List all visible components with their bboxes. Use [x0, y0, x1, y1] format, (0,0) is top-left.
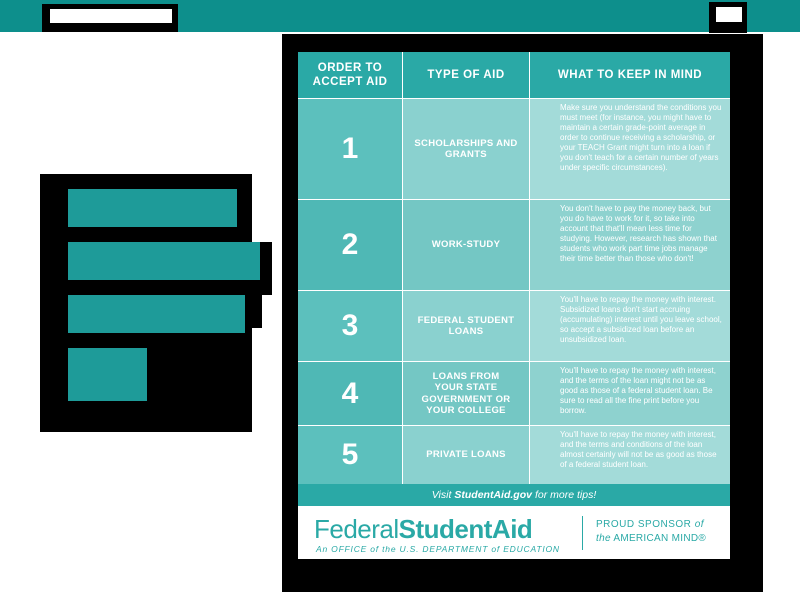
subtitle-pre: An OFFICE of the [316, 544, 397, 554]
order-number: 1 [341, 132, 359, 165]
poster [298, 52, 730, 559]
visit-banner [298, 484, 730, 506]
aid-table [298, 52, 730, 484]
order-number: 3 [341, 309, 359, 342]
top-left-field[interactable] [50, 9, 172, 23]
visit-link[interactable]: StudentAid.gov [454, 489, 532, 501]
order-cell [298, 200, 402, 290]
tip-cell [530, 99, 730, 199]
visit-post: for more tips! [534, 489, 597, 501]
order-cell [298, 362, 402, 425]
aid-type: PRIVATE LOANS [426, 449, 506, 461]
top-right-button[interactable] [716, 7, 742, 22]
sponsor-line-2 [596, 533, 706, 544]
header-order: ORDER TO ACCEPT AID [298, 52, 402, 98]
logo-word-studentaid: StudentAid [398, 514, 533, 544]
left-bar-3[interactable] [68, 295, 245, 333]
aid-type: LOANS FROM YOUR STATE GOVERNMENT OR YOUR COLLEGE [421, 370, 511, 416]
header-type: TYPE OF AID [403, 52, 529, 98]
tip-cell [530, 291, 730, 361]
type-cell [403, 99, 529, 199]
type-cell [403, 291, 529, 361]
order-cell [298, 426, 402, 484]
tip-cell [530, 200, 730, 290]
header-tips: WHAT TO KEEP IN MIND [530, 52, 730, 98]
visit-pre: Visit [431, 489, 452, 501]
type-cell [403, 362, 529, 425]
type-cell [403, 200, 529, 290]
tip-cell [530, 426, 730, 484]
aid-type: SCHOLARSHIPS AND GRANTS [414, 137, 518, 160]
order-number: 4 [341, 376, 359, 410]
sponsor-line-1-text: PROUD SPONSOR [596, 519, 692, 530]
left-bar-4[interactable] [68, 348, 147, 401]
order-cell [298, 99, 402, 199]
tip-cell [530, 362, 730, 425]
sponsor-line-1 [596, 519, 704, 530]
order-number: 2 [341, 228, 359, 261]
order-cell [298, 291, 402, 361]
tip-text: Make sure you understand the conditions you must meet (for instance, you might have to maintain a certain grade-point average in order to continue receiving a scholarship, or your TEACH Grant might turn into a loan if you don't teach for a certain number of years under specific circumstances). [560, 103, 722, 172]
aid-type: FEDERAL STUDENT LOANS [417, 314, 515, 337]
sponsor-line-1-italic: of [694, 519, 705, 530]
type-cell [403, 426, 529, 484]
sponsor-line-2-text: AMERICAN MIND® [613, 533, 707, 544]
left-bar-1[interactable] [68, 189, 237, 227]
subtitle-post: U.S. DEPARTMENT of EDUCATION [399, 544, 560, 554]
sponsor-line-2-italic: the [596, 533, 611, 544]
order-number: 5 [341, 438, 359, 471]
fsa-logo [314, 514, 532, 545]
logo-subtitle [316, 544, 560, 554]
left-bar-2[interactable] [68, 242, 260, 280]
brand-divider [582, 516, 583, 550]
tip-text: You don't have to pay the money back, but you do have to work for it, so take into account that that'll mean less time for studying. However, research has shown that students who work part time jobs manage their time better than those who don't! [560, 204, 717, 263]
aid-type: WORK-STUDY [431, 239, 501, 251]
brand-footer [298, 507, 730, 559]
tip-text: You'll have to repay the money with interest. Subsidized loans don't start accruing (accumulating) interest until you leave school, so accept a subsidized loan before an unsubsidized loan. [560, 295, 722, 344]
tip-text: You'll have to repay the money with interest, and the terms of the loan might not be as good as those of a federal student loan. Be sure to read all the fine print before you borrow. [560, 366, 716, 415]
logo-word-federal: Federal [314, 514, 399, 544]
tip-text: You'll have to repay the money with interest, and the terms and conditions of the loan almost certainly will not be as good as those of a federal student loan. [560, 430, 717, 469]
left-card-tab-2 [250, 295, 262, 328]
